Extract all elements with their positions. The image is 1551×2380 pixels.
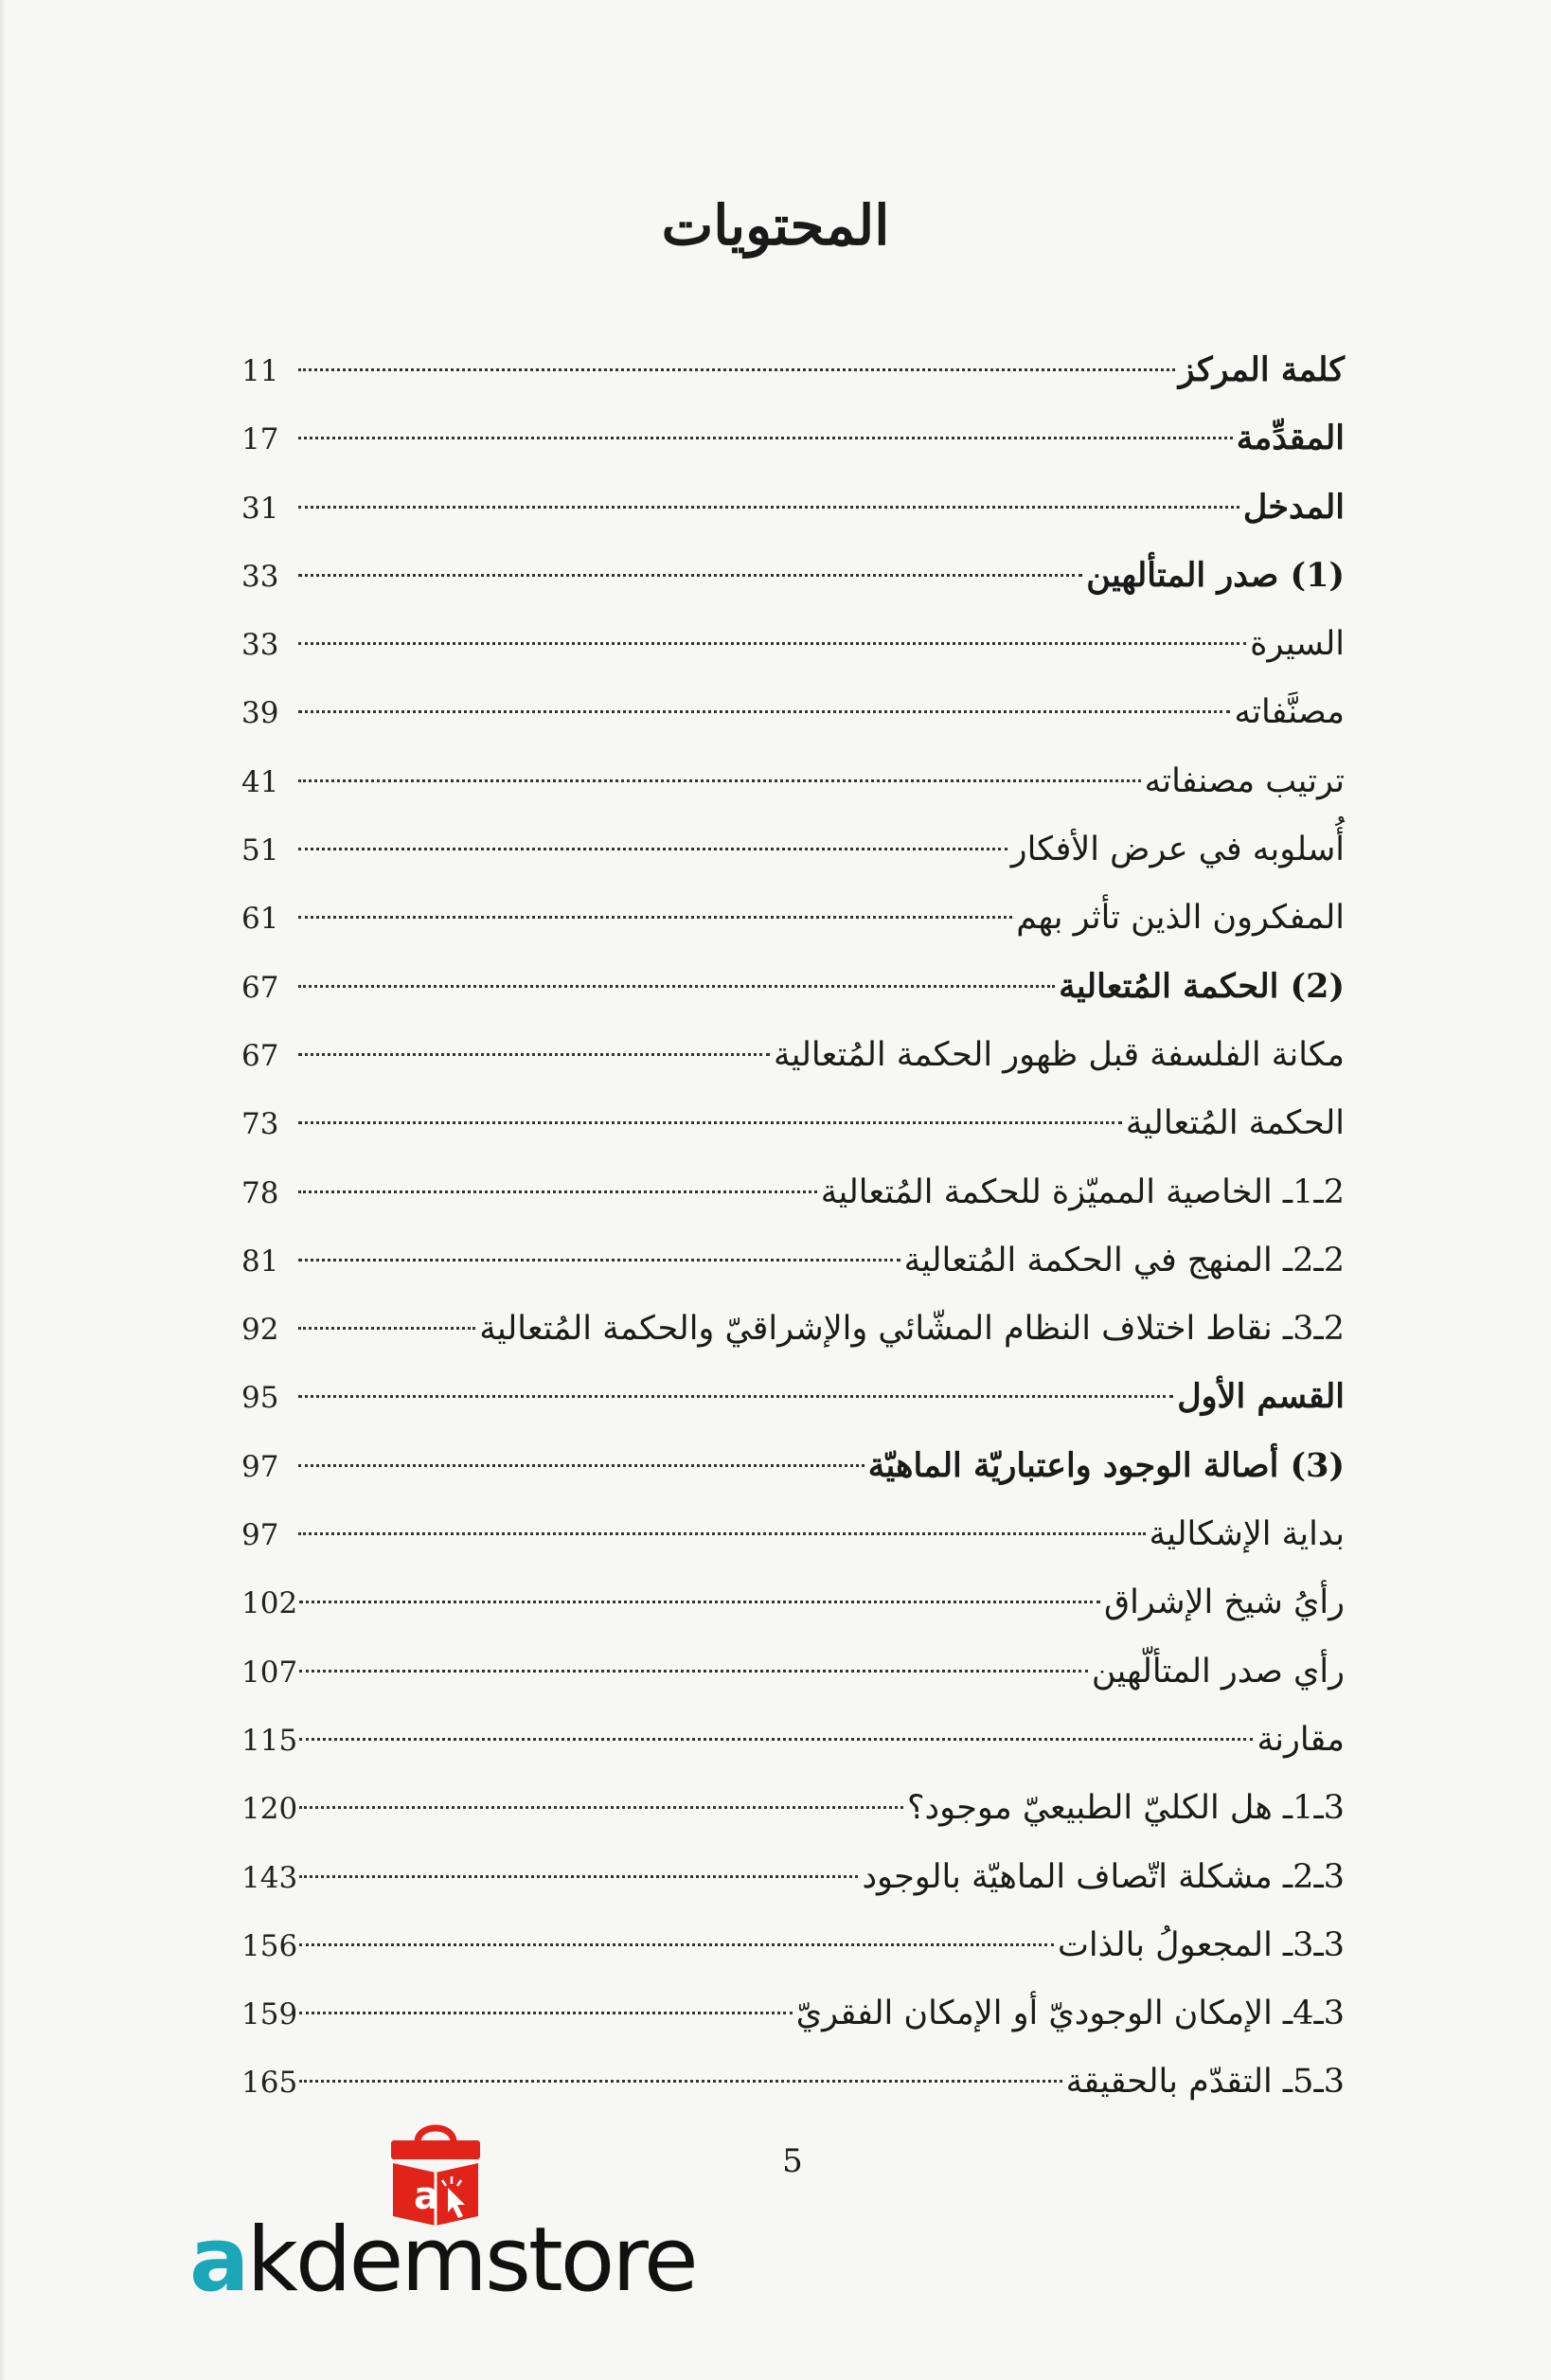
- toc-entry: [241, 2048, 1345, 2116]
- toc-entry: [241, 953, 1345, 1021]
- toc-entry-page: 115: [241, 1723, 298, 1758]
- dot-leader: [298, 916, 1012, 919]
- dot-leader: [298, 368, 1175, 371]
- toc-entry-label: السيرة: [1250, 625, 1345, 664]
- page-title: المحتويات: [661, 192, 890, 258]
- toc-entry-page: 97: [241, 1449, 279, 1484]
- toc-entry: [241, 1295, 1345, 1363]
- dot-leader: [298, 1190, 817, 1193]
- dot-leader: [298, 779, 1141, 782]
- toc-entry-label: القسم الأول: [1177, 1377, 1345, 1417]
- dot-leader: [298, 1053, 770, 1056]
- toc-entry-label: 2ـ2ـ المنهج في الحكمة المُتعالية: [903, 1241, 1345, 1279]
- toc-entry-label: 2ـ1ـ الخاصية المميّزة للحكمة المُتعالية: [820, 1172, 1345, 1211]
- toc-entry: [241, 1637, 1345, 1706]
- dot-leader: [299, 1738, 1253, 1741]
- toc-entry-page: 51: [241, 833, 279, 868]
- dot-leader: [298, 710, 1230, 713]
- toc-entry: [241, 1363, 1345, 1431]
- toc-entry-label: 3ـ2ـ مشكلة اتّصاف الماهيّة بالوجود: [862, 1857, 1345, 1896]
- toc-entry-label: كلمة المركز: [1178, 350, 1345, 389]
- toc-entry: [241, 336, 1345, 404]
- toc-entry-label: (2) الحكمة المُتعالية: [1059, 966, 1345, 1006]
- toc-entry-page: 107: [241, 1655, 298, 1690]
- dot-leader: [299, 1601, 1100, 1603]
- toc-entry-page: 73: [241, 1107, 279, 1142]
- toc-entry-page: 156: [241, 1928, 298, 1963]
- toc-entry: [241, 884, 1345, 952]
- toc-entry: [241, 1774, 1345, 1842]
- toc-entry-label: (3) أصالة الوجود واعتباريّة الماهيّة: [867, 1445, 1345, 1485]
- toc-entry-page: 67: [241, 970, 279, 1005]
- dot-leader: [299, 2012, 793, 2014]
- dot-leader: [298, 1464, 865, 1467]
- badge-letter: a: [414, 2174, 439, 2218]
- toc-entry: [241, 1226, 1345, 1295]
- toc-entry-page: 95: [241, 1381, 279, 1416]
- dot-leader: [299, 1670, 1088, 1673]
- toc-entry-page: 143: [241, 1860, 298, 1895]
- toc-entry-page: 67: [241, 1038, 279, 1073]
- dot-leader: [298, 848, 1007, 850]
- toc-entry-label: أُسلوبه في عرض الأفكار: [1010, 831, 1345, 869]
- toc-entry-label: 3ـ5ـ التقدّم بالحقيقة: [1065, 2063, 1345, 2102]
- dot-leader: [299, 1875, 858, 1878]
- akdemstore-logo: [189, 2209, 696, 2312]
- logo-first-letter: a: [189, 2209, 247, 2312]
- toc-entry-page: 120: [241, 1792, 298, 1827]
- toc-entry: [241, 1500, 1345, 1568]
- toc-entry: [241, 1158, 1345, 1226]
- dot-leader: [298, 1532, 1146, 1535]
- toc-entry: [241, 1021, 1345, 1089]
- toc-entry-page: 78: [241, 1175, 279, 1210]
- table-of-contents: [241, 336, 1345, 2117]
- dot-leader: [298, 1395, 1173, 1398]
- toc-entry-label: رأي صدر المتألّهين: [1091, 1652, 1345, 1691]
- toc-entry-label: بداية الإشكالية: [1149, 1515, 1345, 1554]
- dot-leader: [298, 1259, 900, 1262]
- toc-entry-label: 3ـ3ـ المجعولُ بالذات: [1057, 1925, 1345, 1964]
- toc-entry: [241, 542, 1345, 610]
- dot-leader: [299, 1806, 903, 1809]
- toc-entry: [241, 747, 1345, 815]
- dot-leader: [298, 642, 1246, 645]
- toc-entry-label: مقارنة: [1257, 1720, 1345, 1759]
- dot-leader: [298, 1327, 475, 1330]
- dot-leader: [298, 506, 1239, 509]
- toc-entry-page: 97: [241, 1518, 279, 1553]
- toc-entry-page: 41: [241, 764, 279, 799]
- dot-leader: [298, 437, 1233, 439]
- toc-entry: [241, 404, 1345, 473]
- toc-entry: [241, 1568, 1345, 1637]
- toc-entry-page: 92: [241, 1313, 279, 1348]
- toc-entry-page: 159: [241, 1997, 298, 2032]
- toc-entry-page: 31: [241, 491, 279, 526]
- toc-entry: [241, 1432, 1345, 1500]
- toc-entry-page: 11: [241, 354, 279, 388]
- toc-entry-page: 33: [241, 628, 279, 663]
- logo-rest: kdemstore: [246, 2209, 696, 2312]
- toc-entry-label: الحكمة المُتعالية: [1125, 1104, 1345, 1143]
- toc-entry-page: 61: [241, 902, 279, 937]
- toc-entry-label: (1) صدر المتألهين: [1086, 555, 1345, 595]
- toc-entry-label: رأيُ شيخ الإشراق: [1104, 1584, 1345, 1622]
- toc-entry-label: 3ـ1ـ هل الكليّ الطبيعيّ موجود؟: [906, 1789, 1345, 1828]
- toc-entry-label: مصنَّفاته: [1234, 693, 1345, 732]
- toc-entry: [241, 610, 1345, 678]
- toc-entry-page: 17: [241, 422, 279, 457]
- toc-entry: [241, 474, 1345, 542]
- toc-entry-label: 2ـ3ـ نقاط اختلاف النظام المشّائي والإشراقيّ والحكمة المُتعالية: [479, 1310, 1345, 1349]
- toc-entry-page: 39: [241, 696, 279, 731]
- toc-entry-page: 102: [241, 1586, 298, 1621]
- dot-leader: [298, 985, 1055, 988]
- toc-entry: [241, 1089, 1345, 1157]
- toc-entry-label: المقدِّمة: [1236, 419, 1345, 458]
- toc-entry-label: ترتيب مصنفاته: [1144, 761, 1345, 800]
- dot-leader: [298, 1121, 1122, 1124]
- toc-entry: [241, 678, 1345, 746]
- toc-entry: [241, 1979, 1345, 2048]
- toc-entry-label: المدخل: [1242, 487, 1345, 527]
- toc-entry: [241, 1706, 1345, 1774]
- toc-entry: [241, 1911, 1345, 1979]
- toc-entry-page: 165: [241, 2066, 298, 2101]
- dot-leader: [299, 1943, 1054, 1946]
- toc-entry-label: المفكرون الذين تأثر بهم: [1016, 899, 1345, 938]
- dot-leader: [298, 574, 1082, 577]
- toc-entry: [241, 1843, 1345, 1911]
- toc-entry-page: 33: [241, 559, 279, 594]
- toc-entry-label: مكانة الفلسفة قبل ظهور الحكمة المُتعالية: [773, 1035, 1345, 1074]
- toc-entry: [241, 815, 1345, 884]
- page-edge: [0, 0, 6, 2380]
- toc-entry-label: 3ـ4ـ الإمكان الوجوديّ أو الإمكان الفقريّ: [795, 1995, 1345, 2033]
- page-number: 5: [782, 2142, 803, 2180]
- toc-entry-page: 81: [241, 1244, 279, 1279]
- dot-leader: [299, 2080, 1061, 2083]
